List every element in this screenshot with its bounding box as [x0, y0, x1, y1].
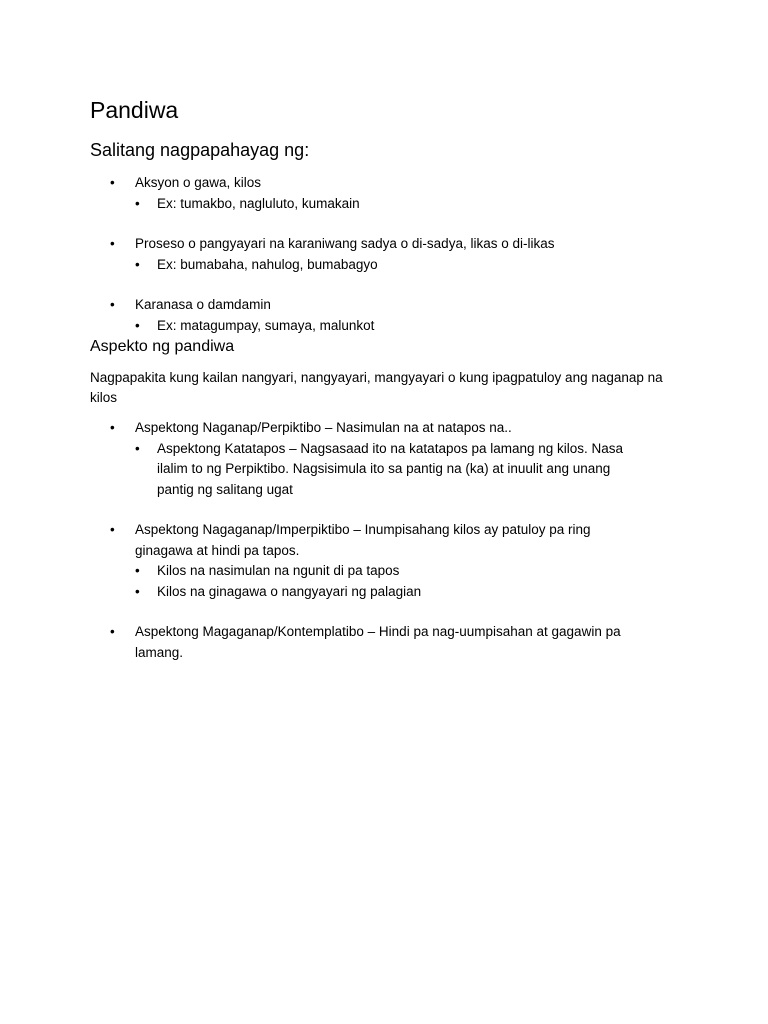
- bullet-icon: •: [110, 175, 115, 190]
- sub-list: [135, 561, 645, 602]
- definition-list: [90, 173, 690, 336]
- list-item-text: Proseso o pangyayari na karaniwang sadya o di-sadya, likas o di-likas: [135, 236, 555, 251]
- list-item-text: Aksyon o gawa, kilos: [135, 175, 262, 190]
- sub-list-item-text: Kilos na ginagawa o nangyayari ng palagian: [157, 583, 422, 599]
- sub-list: [135, 194, 690, 215]
- list-item: [90, 173, 690, 214]
- sub-list-item-text: Ex: bumabaha, nahulog, bumabagyo: [157, 256, 378, 272]
- bullet-icon: •: [110, 522, 115, 537]
- list-item-text: Karanasa o damdamin: [135, 297, 271, 312]
- bullet-icon: •: [110, 420, 115, 435]
- bullet-icon: •: [135, 563, 140, 578]
- document-page: [90, 95, 690, 663]
- sub-list: [135, 255, 690, 276]
- sub-list-item: [135, 316, 690, 337]
- bullet-icon: •: [135, 583, 140, 599]
- section-subtitle: Salitang nagpapahayag ng:: [90, 140, 310, 160]
- bullet-icon: •: [110, 624, 115, 639]
- sub-list-item: [135, 561, 645, 582]
- list-item-text: Aspektong Naganap/Perpiktibo – Nasimulan na at natapos na..: [135, 420, 512, 435]
- bullet-icon: •: [135, 195, 140, 211]
- bullet-icon: •: [110, 236, 115, 251]
- list-item: [90, 418, 645, 500]
- section-heading: Aspekto ng pandiwa: [90, 338, 235, 355]
- bullet-icon: •: [110, 297, 115, 312]
- aspect-list: [90, 418, 645, 663]
- sub-list-item: [135, 194, 690, 215]
- list-item: [90, 295, 690, 336]
- list-item: [90, 520, 645, 602]
- sub-list-item-text: Ex: tumakbo, nagluluto, kumakain: [157, 195, 360, 211]
- bullet-icon: •: [135, 317, 140, 333]
- list-item-text: Aspektong Nagaganap/Imperpiktibo – Inumpisahang kilos ay patuloy pa ring ginagawa at hindi pa tapos.: [135, 522, 591, 558]
- sub-list-item-text: Kilos na nasimulan na ngunit di pa tapos: [157, 563, 400, 578]
- sub-list: [135, 316, 690, 337]
- list-item: [90, 234, 690, 275]
- sub-list-item-text: Ex: matagumpay, sumaya, malunkot: [157, 317, 375, 333]
- bullet-icon: •: [135, 440, 140, 456]
- sub-list-item: [135, 255, 690, 276]
- bullet-icon: •: [135, 256, 140, 272]
- sub-list-item-text: Aspektong Katatapos – Nagsasaad ito na katatapos pa lamang ng kilos. Nasa ilalim to ng Perpiktibo. Nagsisimula ito sa pantig na (ka) at inuulit ang unang pantig ng salitang ugat: [157, 440, 624, 497]
- page-title: Pandiwa: [90, 97, 179, 123]
- list-item: [90, 622, 645, 663]
- sub-list-item: [135, 439, 645, 501]
- section-paragraph: Nagpapakita kung kailan nangyari, nangyayari, mangyayari o kung ipagpatuloy ang naganap na kilos: [90, 370, 663, 405]
- sub-list-item: [135, 582, 645, 603]
- list-item-text: Aspektong Magaganap/Kontemplatibo – Hindi pa nag-uumpisahan at gagawin pa lamang.: [135, 624, 621, 660]
- sub-list: [135, 439, 645, 501]
